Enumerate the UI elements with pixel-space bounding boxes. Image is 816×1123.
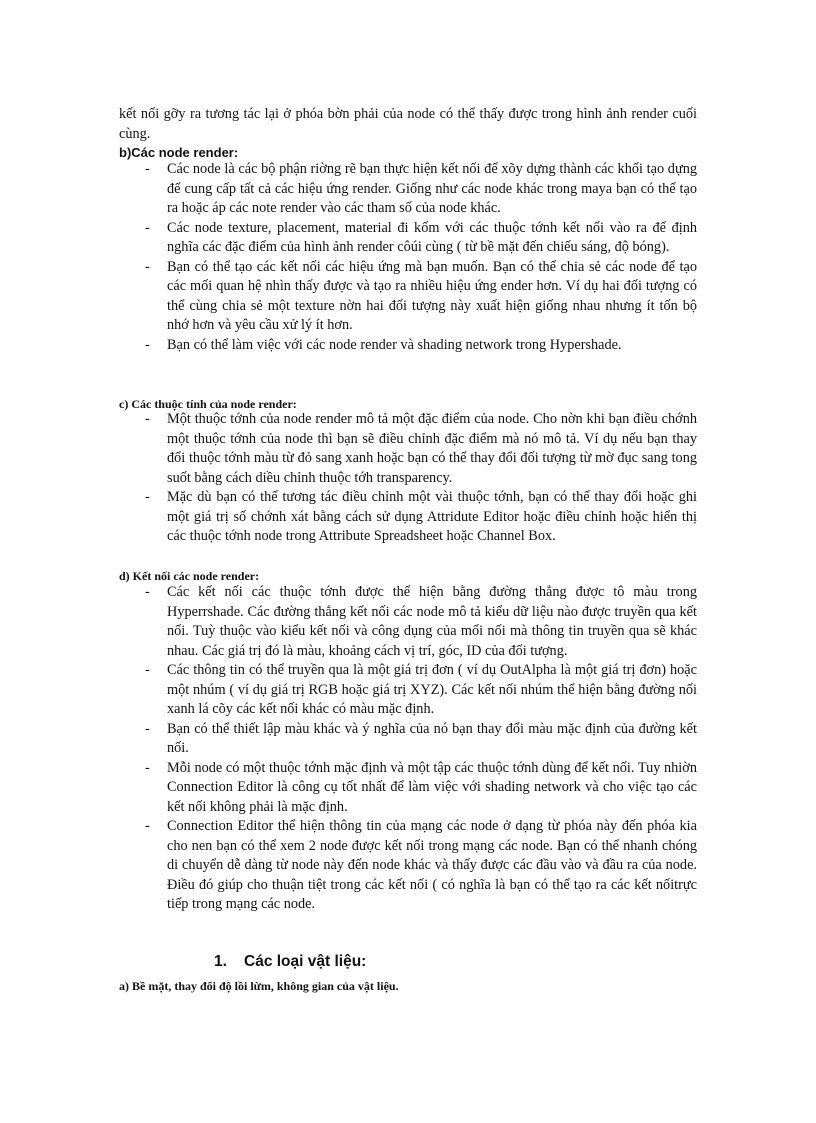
section-b-list [119, 160, 697, 355]
section-number: 1. [214, 953, 227, 970]
section-d-list [119, 583, 697, 915]
list-item: - Bạn có thể tạo các kết nối các hiệu ứng mà bạn muốn. Bạn có thể chia sẻ các node để tạo các mối quan hệ nhìn thấy được và tạo ra nhiều hiệu ứng ender hơn. Ví dụ hai đối tượng có thể cùng chia sẻ một texture nờn hai đối tượng này xuất hiện giống nhau nhưng ít tốn bộ nhớ hơn và yêu cầu xử lý ít hơn. [145, 258, 697, 333]
section-title: Các loại vật liệu: [244, 953, 367, 970]
list-item: - Bạn có thể thiết lập màu khác và ý nghĩa của nó bạn thay đổi màu mặc định của đường kết nối. [145, 720, 697, 756]
list-item: - Mỗi node có một thuộc tớnh mặc định và một tập các thuộc tớnh dùng để kết nối. Tuy nhiờn Connection Editor là công cụ tốt nhất để làm việc với shading network và cho việc tạo các kết nối không phải là mặc định. [145, 759, 697, 815]
list-item: - Các node texture, placement, material đi kốm với các thuộc tớnh kết nối vào ra để định nghĩa các đặc điểm của hình ảnh render côúi cùng ( từ bề mặt đến chiếu sáng, độ bóng). [145, 219, 697, 255]
list-item: - Bạn có thể làm việc với các node render và shading network trong Hypershade. [145, 336, 622, 353]
section-d-heading: d) Kết nối các node render: [119, 569, 260, 583]
list-item: - Mặc dù bạn có thể tương tác điều chỉnh một vài thuộc tớnh, bạn có thể thay đổi hoặc ghi một giá trị số chớnh xát bằng cách sử dụng Attridute Editor hoặc điều chỉnh hoặc hiển thị các thuộc tớnh node trong Attribute Spreadsheet hoặc Channel Box. [145, 489, 697, 544]
section-1-heading [214, 952, 366, 972]
section-a-heading: a) Bề mặt, thay đổi độ lồi lừm, không gian của vật liệu. [119, 979, 399, 993]
section-b-heading: b)Các node render: [119, 145, 239, 160]
list-item: - Một thuộc tớnh của node render mô tả một đặc điểm của node. Cho nờn khi bạn điều chớnh một thuộc tớnh của node thì bạn sẽ điều chỉnh đặc điểm mà nó mô tả. Ví dụ nếu bạn thay đổi thuộc tớnh màu từ đỏ sang xanh hoặc bạn có thể thay đổi đối tượng từ mờ đục sang tong suốt bằng cách diều chỉnh thuộc tớh transparency. [145, 411, 697, 486]
intro-paragraph: kết nối gỡy ra tương tác lại ở phóa bờn phải của node có thể thấy được trong hình ảnh render cuối cùng. [119, 106, 697, 142]
list-item: - Các node là các bộ phận riờng rẽ bạn thực hiện kết nối để xõy dựng thành các khối tạo dựng để cung cấp tất cả các hiệu ứng render. Giống như các node khác trong maya bạn có thể tạo ra hoặc áp các note render vào các tham số của node khác. [145, 161, 697, 216]
section-c-heading: c) Các thuộc tính của node render: [119, 397, 297, 411]
list-item: - Các thông tin có thể truyền qua là một giá trị đơn ( ví dụ OutAlpha là một giá trị đơn) hoặc một nhúm ( ví dụ giá trị RGB hoặc giá trị XYZ). Các kết nối nhúm thể hiện bằng đường nối xanh lá cõy các kết nối khác có màu mặc định. [145, 662, 697, 717]
section-c-list [119, 410, 697, 547]
list-item: - Connection Editor thể hiện thông tin của mạng các node ở dạng từ phóa này đến phóa kia cho nen bạn có thể xem 2 node được kết nối trong mạng các node. Bạn có thể nhanh chóng di chuyển dễ dàng từ node này đến node khác và thấy được các đầu vào và đầu ra của node. Điều đó giúp cho thuận tiệt trong các kết nối ( có nghĩa là bạn có thể tạo ra các kết nốitrực tiếp trong mạng các node. [145, 818, 697, 912]
list-item: - Các kết nối các thuộc tớnh được thể hiện bằng đường thẳng được tô màu trong Hyperrshade. Các đường thẳng kết nối các node mô tả kiểu dữ liệu nào được truyền qua kết nối. Tuỳ thuộc vào kiểu kết nối và công dụng của mối nối mà thông tin truyền qua sẽ khác nhau. Các giá trị đó là màu, khoảng cách vị trí, góc, ID của đối tượng. [145, 584, 697, 659]
